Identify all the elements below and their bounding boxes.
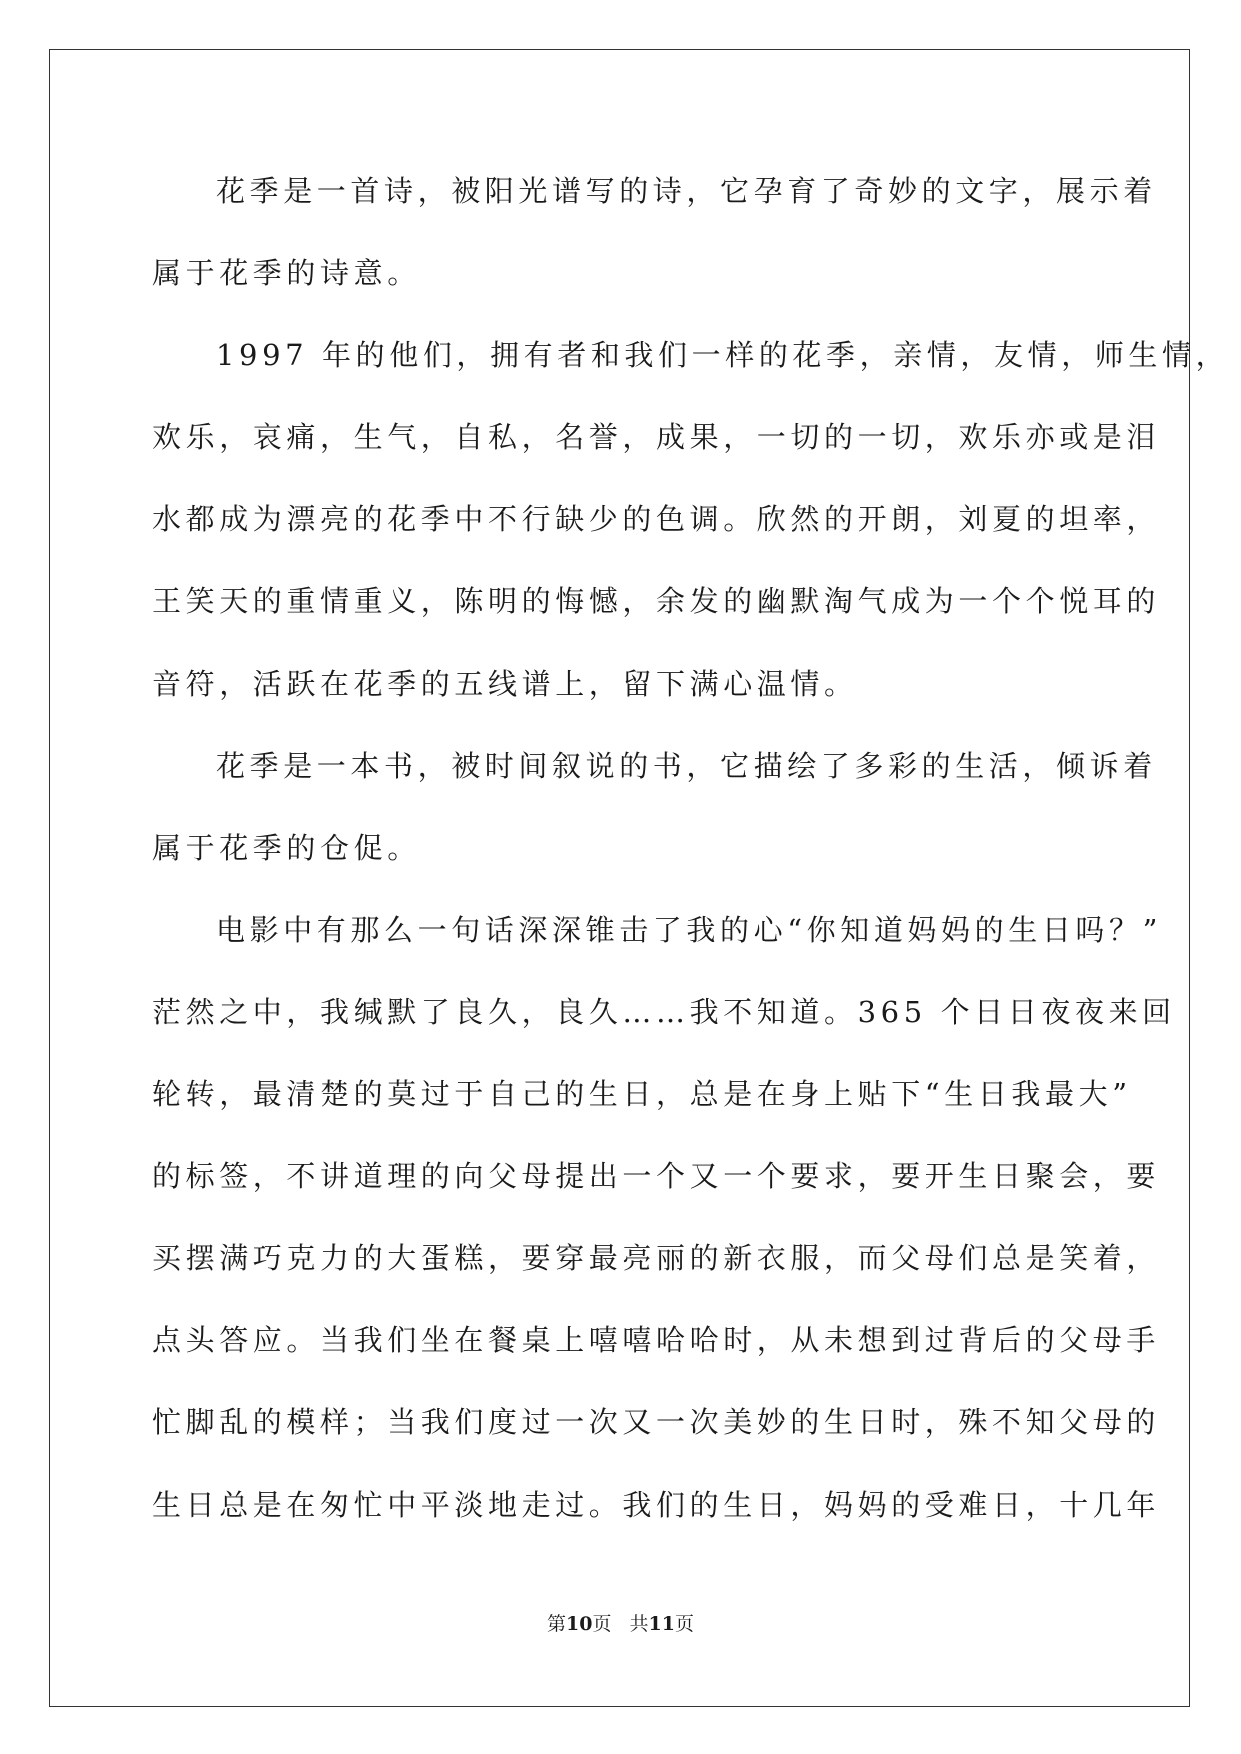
text-line: 欢乐，哀痛，生气，自私，名誉，成果，一切的一切，欢乐亦或是泪 (152, 420, 1161, 455)
text-line: 王笑天的重情重义，陈明的悔憾，余发的幽默淘气成为一个个悦耳的 (152, 584, 1161, 619)
text-line: 水都成为漂亮的花季中不行缺少的色调。欣然的开朗，刘夏的坦率， (152, 502, 1161, 537)
text-line: 电影中有那么一句话深深锥击了我的心“你知道妈妈的生日吗？” (216, 912, 1163, 947)
footer-page-current: 10 (566, 1613, 593, 1635)
page-footer (0, 1609, 1241, 1636)
footer-page-suffix: 页 (592, 1613, 612, 1635)
text-line: 花季是一首诗，被阳光谱写的诗，它孕育了奇妙的文字，展示着 (216, 174, 1157, 208)
footer-total-suffix: 页 (674, 1613, 694, 1635)
text-line: 属于花季的仓促。 (152, 830, 421, 865)
text-line: 茫然之中，我缄默了良久，良久……我不知道。365 个日日夜夜来回 (152, 994, 1176, 1029)
footer-page-total: 11 (648, 1613, 675, 1635)
text-line: 花季是一本书，被时间叙说的书，它描绘了多彩的生活，倾诉着 (216, 748, 1157, 783)
footer-page-prefix: 第 (547, 1613, 567, 1635)
text-line: 音符，活跃在花季的五线谱上，留下满心温情。 (152, 666, 858, 701)
footer-total-prefix: 共 (629, 1613, 649, 1635)
document-body (152, 163, 1230, 1559)
text-line: 忙脚乱的模样；当我们度过一次又一次美妙的生日时，殊不知父母的 (152, 1405, 1161, 1440)
text-line: 轮转，最清楚的莫过于自己的生日，总是在身上贴下“生日我最大” (152, 1077, 1132, 1112)
text-line: 生日总是在匆忙中平淡地走过。我们的生日，妈妈的受难日，十几年 (152, 1487, 1161, 1522)
text-line: 属于花季的诗意。 (152, 256, 421, 291)
text-line: 的标签，不讲道理的向父母提出一个又一个要求，要开生日聚会，要 (152, 1159, 1161, 1194)
text-line: 买摆满巧克力的大蛋糕，要穿最亮丽的新衣服，而父母们总是笑着， (152, 1241, 1161, 1276)
text-line: 1997 年的他们，拥有者和我们一样的花季，亲情，友情，师生情， (216, 338, 1230, 373)
text-line: 点头答应。当我们坐在餐桌上嘻嘻哈哈时，从未想到过背后的父母手 (152, 1323, 1161, 1358)
